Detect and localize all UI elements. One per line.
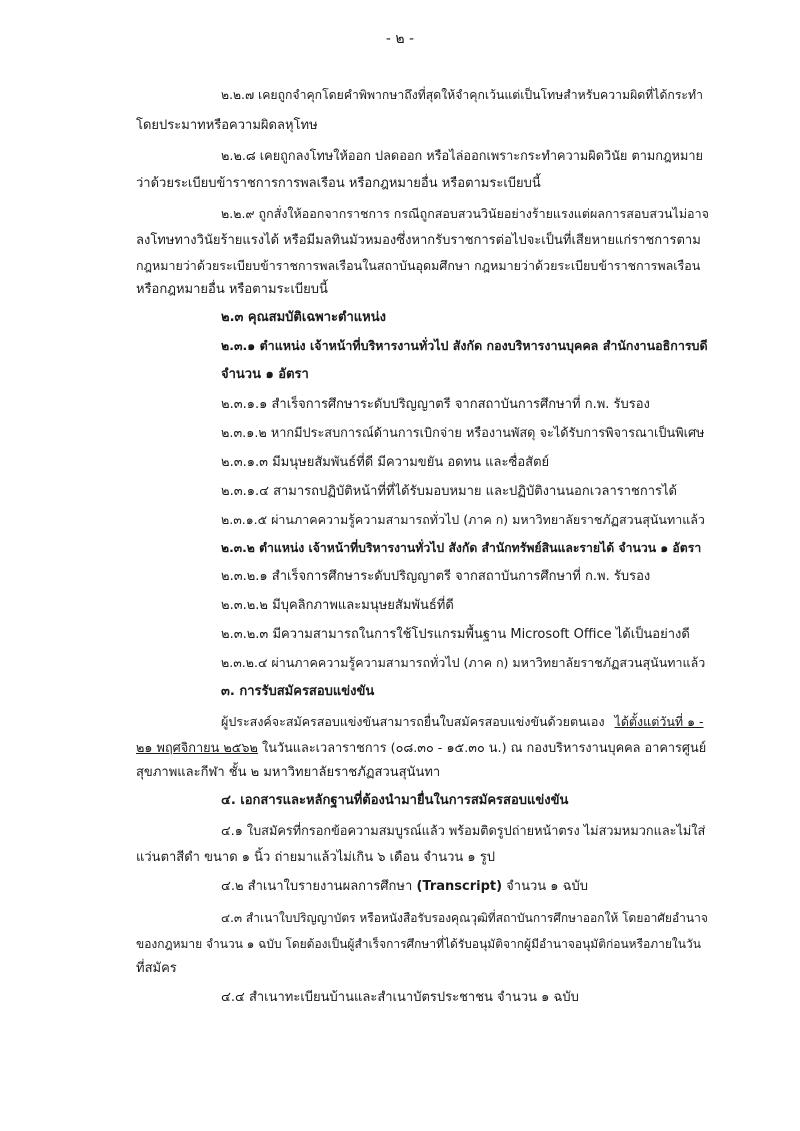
position-2-item: ๒.๓.๒.๓ มีความสามารถในการใช้โปรแกรมพื้นฐาน Microsoft Office ได้เป็นอย่างดี bbox=[221, 627, 690, 642]
section-3-heading: ๓. การรับสมัครสอบแข่งขัน bbox=[221, 684, 375, 699]
qualification-2-2-9-line3: กฎหมายว่าด้วยระเบียบข้าราชการพลเรือนในสถาบันอุดมศึกษา กฎหมายว่าด้วยระเบียบข้าราชการพลเรือน bbox=[136, 258, 701, 273]
document-4-1-line2: แว่นตาสีดำ ขนาด ๑ นิ้ว ถ่ายมาแล้วไม่เกิน ๖ เดือน จำนวน ๑ รูป bbox=[136, 850, 496, 865]
position-2-title: ๒.๓.๒ ตำแหน่ง เจ้าหน้าที่บริหารงานทั่วไป สังกัด สำนักทรัพย์สินและรายได้ จำนวน ๑ อัตรา bbox=[221, 541, 702, 555]
document-4-3-line3: ที่สมัคร bbox=[136, 961, 177, 976]
position-1-quota: จำนวน ๑ อัตรา bbox=[221, 367, 309, 382]
position-1-item: ๒.๓.๑.๑ สำเร็จการศึกษาระดับปริญญาตรี จากสถาบันการศึกษาที่ ก.พ. รับรอง bbox=[221, 397, 650, 412]
application-period-start: ได้ตั้งแต่วันที่ ๑ - bbox=[614, 714, 704, 729]
page-number: - ๒ - bbox=[385, 31, 415, 47]
position-2-item: ๒.๓.๒.๑ สำเร็จการศึกษาระดับปริญญาตรี จากสถาบันการศึกษาที่ ก.พ. รับรอง bbox=[221, 569, 651, 584]
position-1-item: ๒.๓.๑.๒ หากมีประสบการณ์ด้านการเบิกจ่าย หรืองานพัสดุ จะได้รับการพิจารณาเป็นพิเศษ bbox=[221, 426, 705, 441]
document-4-2 bbox=[221, 878, 588, 896]
section-3-line2 bbox=[136, 740, 706, 758]
position-1-item: ๒.๓.๑.๓ มีมนุษยสัมพันธ์ที่ดี มีความขยัน อดทน และซื่อสัตย์ bbox=[221, 455, 550, 470]
qualification-2-2-8-line2: ว่าด้วยระเบียบข้าราชการการพลเรือน หรือกฎหมายอื่น หรือตามระเบียบนี้ bbox=[136, 176, 541, 191]
document-4-3-line1: ๔.๓ สำเนาใบปริญญาบัตร หรือหนังสือรับรองคุณวุฒิที่สถาบันการศึกษาออกให้ โดยอาศัยอำนาจ bbox=[221, 911, 708, 925]
document-4-2-text-a: ๔.๒ สำเนาใบรายงานผลการศึกษา bbox=[221, 879, 417, 894]
section-3-line2-text: ในวันและเวลาราชการ (๐๘.๓๐ - ๑๕.๓๐ น.) ณ กองบริหารงานบุคคล อาคารศูนย์ bbox=[257, 741, 707, 756]
qualification-2-2-7-line2: โดยประมาทหรือความผิดลหุโทษ bbox=[136, 118, 318, 133]
section-4-heading: ๔. เอกสารและหลักฐานที่ต้องนำมายื่นในการสมัครสอบแข่งขัน bbox=[221, 793, 569, 808]
document-4-1-line1: ๔.๑ ใบสมัครที่กรอกข้อความสมบูรณ์แล้ว พร้อมติดรูปถ่ายหน้าตรง ไม่สวมหมวกและไม่ใส่ bbox=[221, 824, 706, 839]
section-3-line3: สุขภาพและกีฬา ชั้น ๒ มหาวิทยาลัยราชภัฏสวนสุนันทา bbox=[136, 765, 441, 780]
position-2-item: ๒.๓.๒.๒ มีบุคลิกภาพและมนุษยสัมพันธ์ที่ดี bbox=[221, 598, 454, 613]
document-4-3-line2: ของกฎหมาย จำนวน ๑ ฉบับ โดยต้องเป็นผู้สำเร็จการศึกษาที่ได้รับอนุมัติจากผู้มีอำนาจอนุมัติก่อนหรือภายในวัน bbox=[136, 937, 701, 951]
position-1-title: ๒.๓.๑ ตำแหน่ง เจ้าหน้าที่บริหารงานทั่วไป สังกัด กองบริหารงานบุคคล สำนักงานอธิการบดี bbox=[221, 338, 708, 353]
position-1-item: ๒.๓.๑.๕ ผ่านภาคความรู้ความสามารถทั่วไป (ภาค ก) มหาวิทยาลัยราชภัฏสวนสุนันทาแล้ว bbox=[221, 512, 705, 527]
qualification-2-2-9-line4: หรือกฎหมายอื่น หรือตามระเบียบนี้ bbox=[136, 282, 328, 297]
qualification-2-2-9-line2: ลงโทษทางวินัยร้ายแรงได้ หรือมีมลทินมัวหมองซึ่งหากรับราชการต่อไปจะเป็นที่เสียหายแก่ราชการตาม bbox=[136, 233, 701, 248]
qualification-2-2-7-line1: ๒.๒.๗ เคยถูกจำคุกโดยคำพิพากษาถึงที่สุดให้จำคุกเว้นแต่เป็นโทษสำหรับความผิดที่ได้กระทำ bbox=[221, 88, 703, 102]
position-2-item: ๒.๓.๒.๔ ผ่านภาคความรู้ความสามารถทั่วไป (ภาค ก) มหาวิทยาลัยราชภัฏสวนสุนันทาแล้ว bbox=[221, 655, 706, 670]
document-4-2-text-b: จำนวน ๑ ฉบับ bbox=[502, 879, 589, 894]
position-1-item: ๒.๓.๑.๔ สามารถปฏิบัติหน้าที่ที่ได้รับมอบหมาย และปฏิบัติงานนอกเวลาราชการได้ bbox=[221, 484, 677, 499]
application-period-end: ๒๑ พฤศจิกายน ๒๕๖๒ bbox=[136, 741, 258, 756]
transcript-label: (Transcript) bbox=[416, 879, 503, 894]
section-3-line1-text: ผู้ประสงค์จะสมัครสอบแข่งขันสามารถยื่นใบสมัครสอบแข่งขันด้วยตนเอง bbox=[221, 714, 605, 729]
document-4-4: ๔.๔ สำเนาทะเบียนบ้านและสำเนาบัตรประชาชน จำนวน ๑ ฉบับ bbox=[221, 990, 579, 1005]
qualification-2-2-9-line1: ๒.๒.๙ ถูกสั่งให้ออกจากราชการ กรณีถูกสอบสวนวินัยอย่างร้ายแรงแต่ผลการสอบสวนไม่อาจ bbox=[221, 206, 709, 221]
qualification-2-2-8-line1: ๒.๒.๘ เคยถูกลงโทษให้ออก ปลดออก หรือไล่ออกเพราะกระทำความผิดวินัย ตามกฎหมาย bbox=[221, 149, 704, 164]
section-3-line1 bbox=[221, 713, 704, 731]
section-2-3-heading: ๒.๓ คุณสมบัติเฉพาะตำแหน่ง bbox=[221, 310, 386, 325]
